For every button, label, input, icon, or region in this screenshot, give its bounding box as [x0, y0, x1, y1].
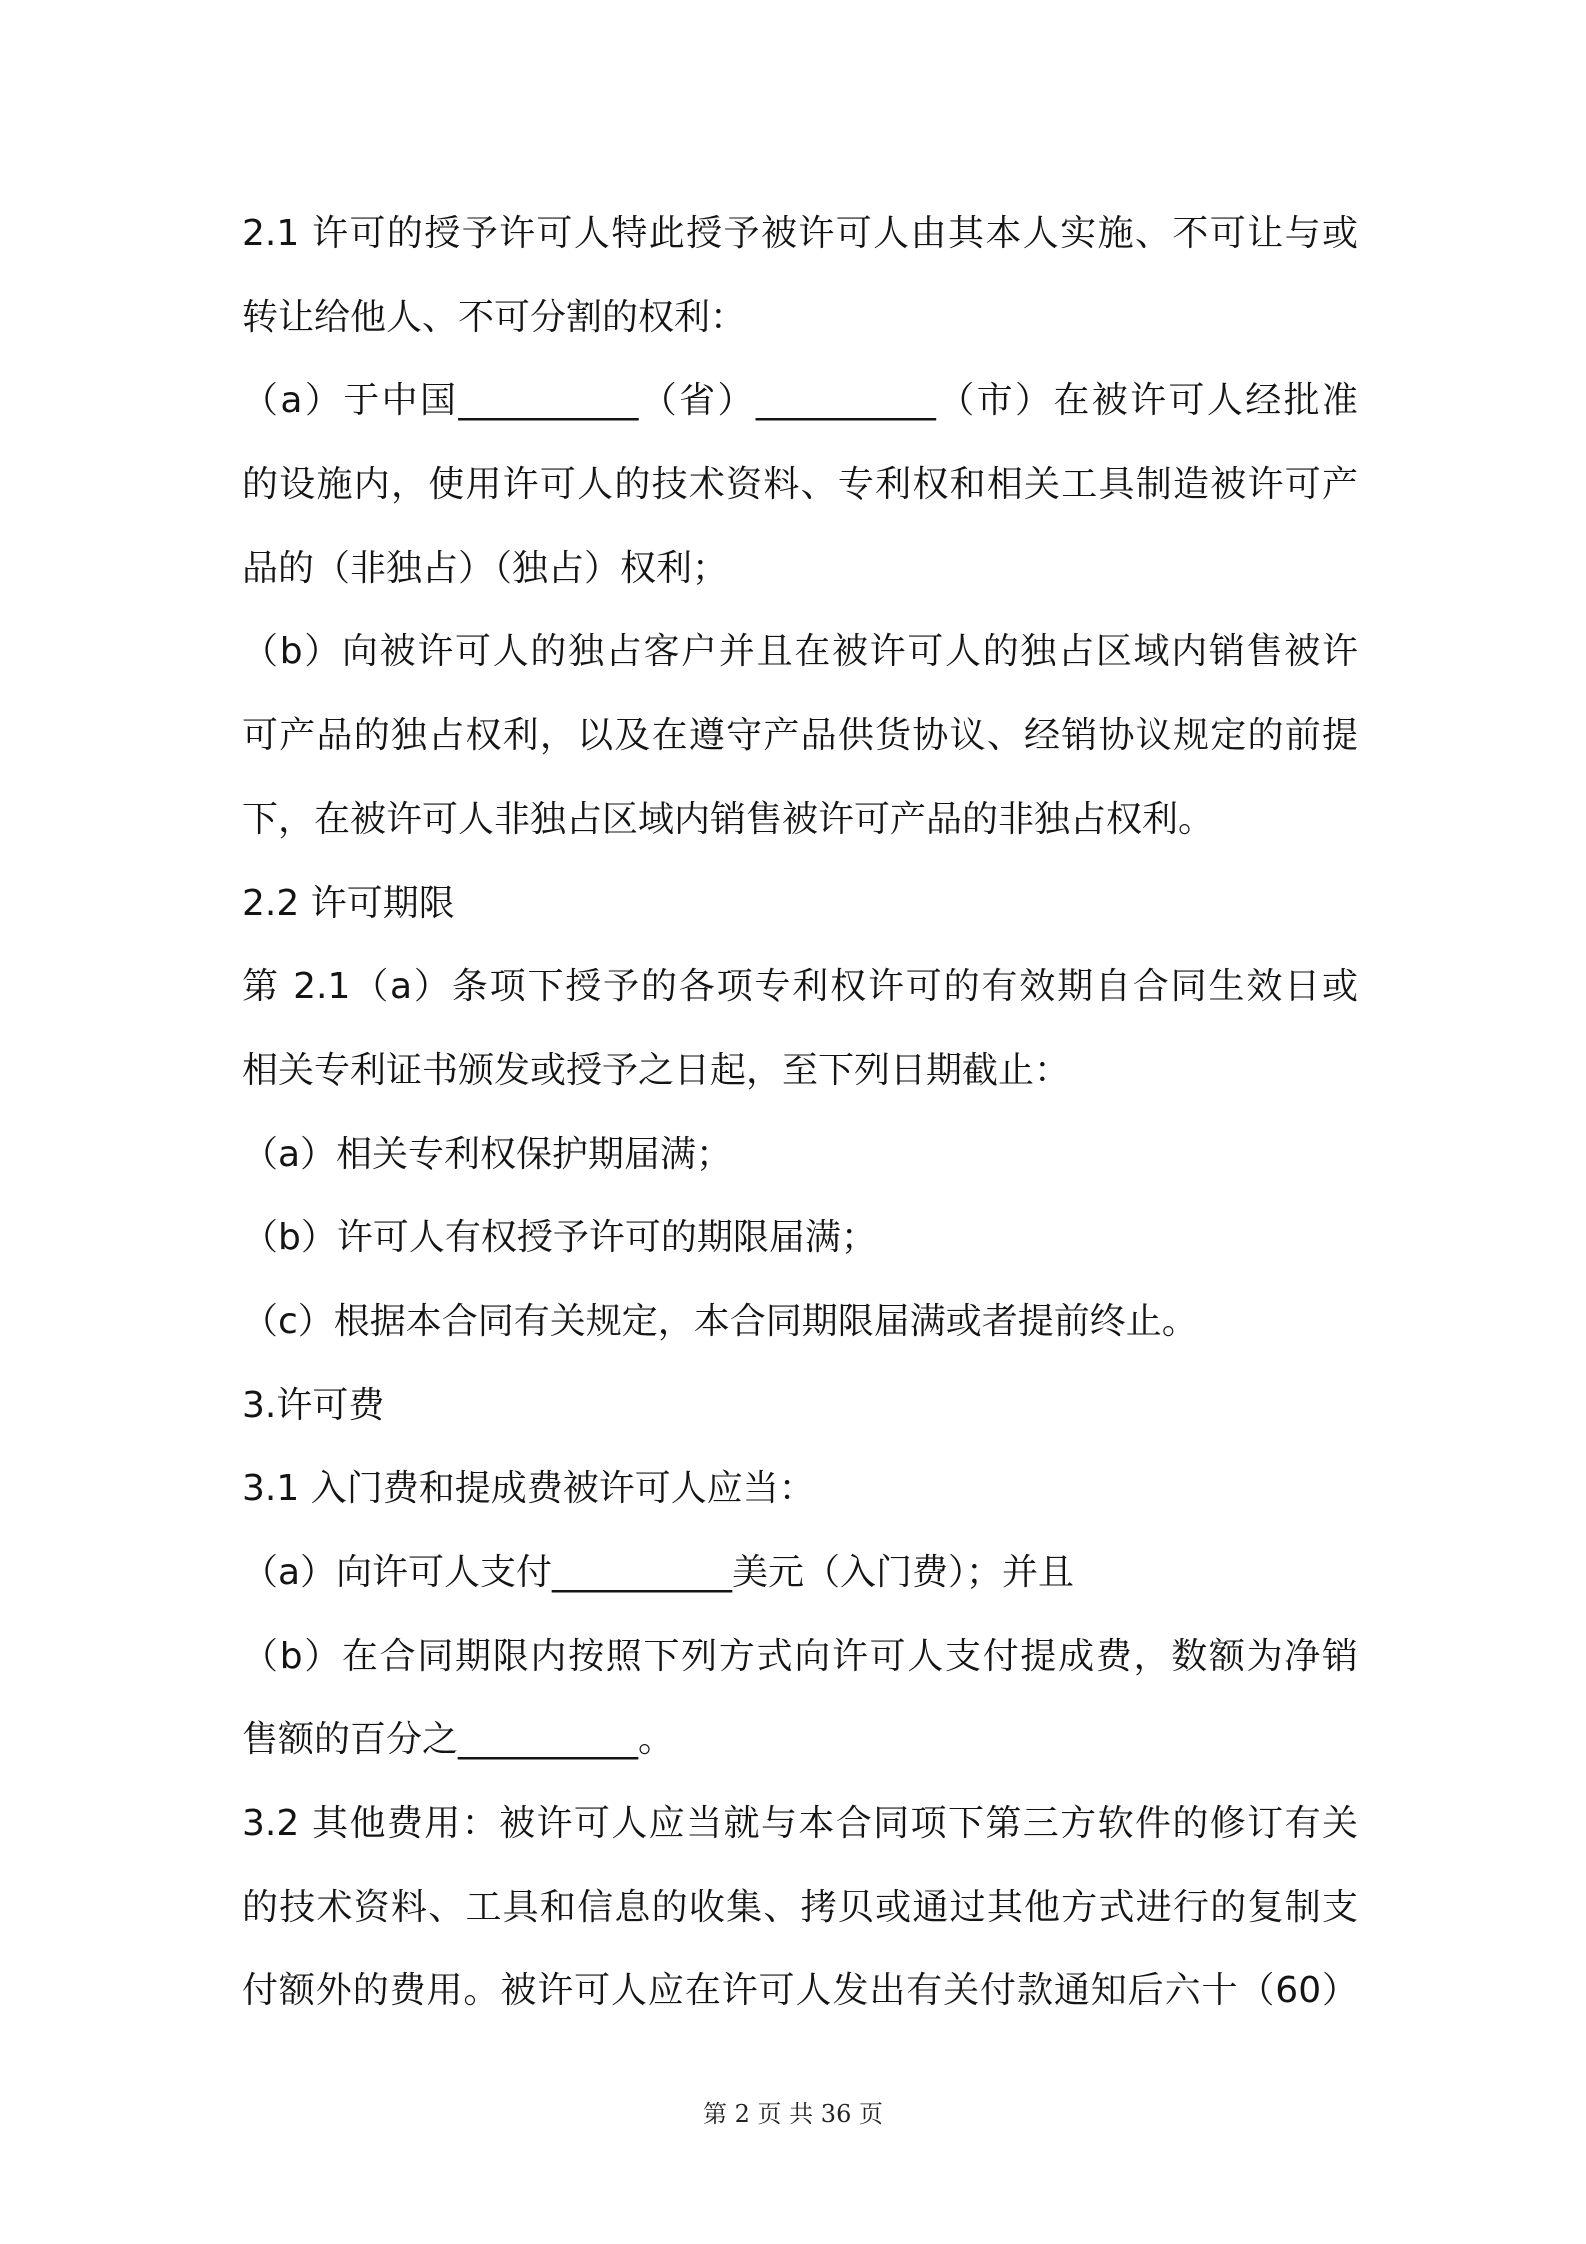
text-line: 相关专利证书颁发或授予之日起，至下列日期截止： [242, 1049, 1071, 1091]
clause-2-2-item-a [242, 1113, 1358, 1197]
clause-2-1-item-a [242, 359, 1358, 610]
text-line: 3.2 其他费用：被许可人应当就与本合同项下第三方软件的修订有关 [242, 1803, 1358, 1845]
text-line: （b）向被许可人的独占客户并且在被许可人的独占区域内销售被许 [242, 631, 1358, 673]
clause-2-1-grant [242, 192, 1358, 359]
text-line: 3.1 入门费和提成费被许可人应当： [242, 1468, 815, 1510]
document-body [242, 192, 1358, 2033]
text-line: （a）相关专利权保护期届满； [242, 1133, 733, 1175]
text-line: 付额外的费用。被许可人应在许可人发出有关付款通知后六十（60） [242, 1970, 1358, 2012]
text-line: 2.1 许可的授予许可人特此授予被许可人由其本人实施、不可让与或 [242, 213, 1358, 254]
clause-2-2-item-b [242, 1196, 1358, 1280]
text-line: 第 2.1（a）条项下授予的各项专利权许可的有效期自合同生效日或 [242, 966, 1358, 1008]
clause-2-2-term [242, 945, 1358, 1112]
text-line: 可产品的独占权利，以及在遵守产品供货协议、经销协议规定的前提 [242, 715, 1358, 757]
text-line: 的技术资料、工具和信息的收集、拷贝或通过其他方式进行的复制支 [242, 1886, 1358, 1928]
text-line: 下，在被许可人非独占区域内销售被许可产品的非独占权利。 [242, 798, 1215, 840]
page-number-footer: 第 2 页 共 36 页 [703, 2100, 883, 2128]
text-line: （a）向许可人支付__________美元（入门费）；并且 [242, 1552, 1075, 1593]
text-line: 售额的百分之__________。 [242, 1719, 675, 1761]
text-line: 品的（非独占）（独占）权利； [242, 547, 729, 589]
text-line: 的设施内，使用许可人的技术资料、专利权和相关工具制造被许可产 [242, 464, 1358, 506]
heading-3 [242, 1364, 1358, 1448]
clause-3-1-item-b [242, 1615, 1358, 1782]
clause-3-1 [242, 1447, 1358, 1531]
text-line: （a）于中国__________（省）__________（市）在被许可人经批准 [242, 380, 1358, 422]
heading-2-2 [242, 862, 1358, 946]
clause-2-1-item-b [242, 610, 1358, 861]
text-line: （b）许可人有权授予许可的期限届满； [242, 1217, 877, 1259]
section-heading: 3.许可费 [242, 1384, 385, 1426]
text-line: 转让给他人、不可分割的权利： [242, 296, 747, 338]
text-line: （c）根据本合同有关规定，本合同期限届满或者提前终止。 [242, 1300, 1198, 1342]
section-heading: 2.2 许可期限 [242, 882, 455, 924]
clause-3-1-item-a [242, 1531, 1358, 1615]
clause-2-2-item-c [242, 1280, 1358, 1364]
clause-3-2-other-fees [242, 1782, 1358, 2033]
text-line: （b）在合同期限内按照下列方式向许可人支付提成费，数额为净销 [242, 1635, 1358, 1677]
